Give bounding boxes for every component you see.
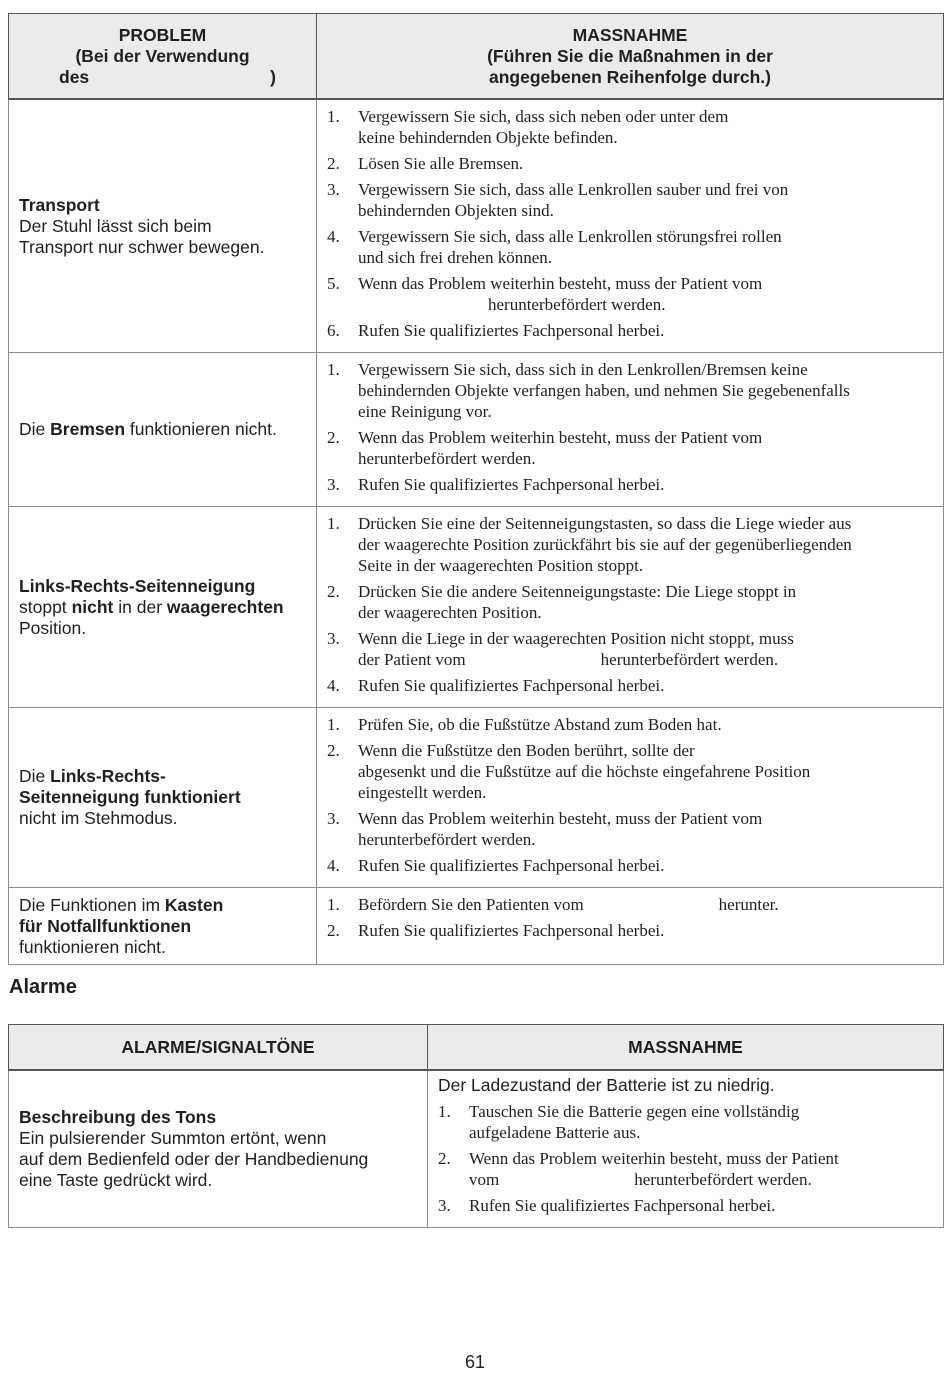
list-item: 3. Rufen Sie qualifiziertes Fachpersonal herbei. — [327, 475, 665, 494]
table-row — [9, 99, 944, 353]
table-row — [9, 888, 944, 965]
list-item: 2. Lösen Sie alle Bremsen. — [327, 154, 524, 173]
list-item: 1. Vergewissern Sie sich, dass sich in den Lenkrollen/Bremsen keine behindernden Objekte verfangen haben, und nehmen Sie gegebenenfalls eine Reinigung vor. — [327, 360, 850, 421]
list-item: 1. Drücken Sie eine der Seitenneigungstasten, so dass die Liege wieder aus der waagerechte Position zurückfährt bis sie auf der gegenüberliegenden Seite in der waagerechten Position stoppt. — [327, 514, 852, 575]
problem-cell: Die Bremsen funktionieren nicht. — [9, 353, 317, 507]
section-title: Alarme — [9, 976, 77, 998]
list-item: 2. Rufen Sie qualifiziertes Fachpersonal herbei. — [327, 921, 665, 940]
list-item: 1. Befördern Sie den Patienten vom herunter. — [327, 895, 779, 914]
action-cell: Der Ladezustand der Batterie ist zu niedrig. 1. Tauschen Sie die Batterie gegen eine vollständig aufgeladene Batterie aus. 2. Wenn das Problem weiterhin besteht, muss der Patient vom herunterbefördert werden. 3. Rufen Sie qualifiziertes Fachpersonal herbei. — [428, 1070, 944, 1228]
troubleshooting-table — [8, 13, 944, 965]
problem-cell: Links-Rechts-Seitenneigung stoppt nicht in der waagerechten Position. — [9, 507, 317, 708]
action-header: MASSNAHME — [428, 1025, 944, 1071]
list-item: 2. Drücken Sie die andere Seitenneigungstaste: Die Liege stoppt in der waagerechten Position. — [327, 582, 797, 622]
table-row — [9, 507, 944, 708]
list-item: 1. Prüfen Sie, ob die Fußstütze Abstand zum Boden hat. — [327, 715, 722, 734]
table-row — [9, 1070, 944, 1228]
action-cell — [317, 708, 944, 888]
list-item: 3. Wenn das Problem weiterhin besteht, muss der Patient vom herunterbefördert werden. — [327, 809, 763, 849]
list-item: 2. Wenn das Problem weiterhin besteht, muss der Patient vom herunterbefördert werden. — [438, 1149, 839, 1189]
list-item: 1. Vergewissern Sie sich, dass sich neben oder unter dem keine behindernden Objekte befinden. — [327, 107, 729, 147]
list-item: 4. Vergewissern Sie sich, dass alle Lenkrollen störungsfrei rollen und sich frei drehen können. — [327, 227, 782, 267]
table-row — [9, 708, 944, 888]
action-cell — [317, 353, 944, 507]
list-item: 3. Vergewissern Sie sich, dass alle Lenkrollen sauber und frei von behindernden Objekten sind. — [327, 180, 789, 220]
list-item: 4. Rufen Sie qualifiziertes Fachpersonal herbei. — [327, 676, 665, 695]
problem-cell: Die Links-Rechts- Seitenneigung funktioniert nicht im Stehmodus. — [9, 708, 317, 888]
page-number: 61 — [464, 1352, 486, 1372]
list-item: 3. Rufen Sie qualifiziertes Fachpersonal herbei. — [438, 1196, 776, 1215]
table-row — [9, 353, 944, 507]
list-item: 5. Wenn das Problem weiterhin besteht, muss der Patient vom herunterbefördert werden. — [327, 274, 763, 314]
problem-cell: Die Funktionen im Kasten für Notfallfunktionen funktionieren nicht. — [9, 888, 317, 965]
problem-cell: Beschreibung des Tons Ein pulsierender Summton ertönt, wenn auf dem Bedienfeld oder der Handbedienung eine Taste gedrückt wird. — [9, 1070, 428, 1228]
list-item: 2. Wenn die Fußstütze den Boden berührt, sollte der abgesenkt und die Fußstütze auf die höchste eingefahrene Position eingestellt werden. — [327, 741, 811, 802]
action-cell — [317, 888, 944, 965]
alarm-header: ALARME/SIGNALTÖNE — [9, 1025, 428, 1071]
problem-cell: Transport Der Stuhl lässt sich beim Transport nur schwer bewegen. — [9, 99, 317, 353]
alarm-table — [8, 1024, 944, 1228]
problem-header: PROBLEM (Bei der Verwendung des ) — [9, 14, 317, 100]
list-item: 2. Wenn das Problem weiterhin besteht, muss der Patient vom herunterbefördert werden. — [327, 428, 763, 468]
action-header: MASSNAHME (Führen Sie die Maßnahmen in der angegebenen Reihenfolge durch.) — [317, 14, 944, 100]
list-item: 3. Wenn die Liege in der waagerechten Position nicht stoppt, muss der Patient vom herunterbefördert werden. — [327, 629, 794, 669]
list-item: 1. Tauschen Sie die Batterie gegen eine vollständig aufgeladene Batterie aus. — [438, 1102, 800, 1142]
action-cell — [317, 507, 944, 708]
list-item: 6. Rufen Sie qualifiziertes Fachpersonal herbei. — [327, 321, 665, 340]
list-item: 4. Rufen Sie qualifiziertes Fachpersonal herbei. — [327, 856, 665, 875]
action-cell — [317, 99, 944, 353]
